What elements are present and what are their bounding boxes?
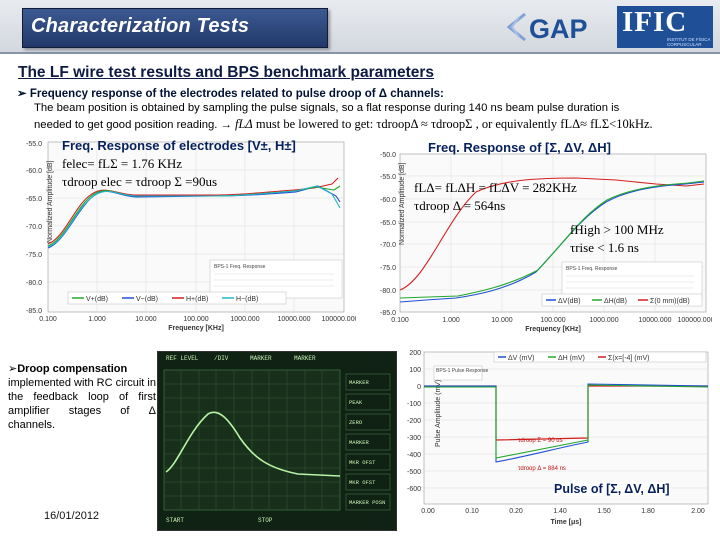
paragraph-line-1: The beam position is obtained by sampling the pulse signals, so a flat response during 140 ns beam pulse duration is	[34, 102, 620, 114]
left-ytick: -85.0	[26, 308, 42, 315]
right-xtick: 100000.000	[677, 317, 712, 324]
arrow-bullet-icon: ➢	[17, 88, 30, 100]
right-chart-svg	[366, 140, 712, 350]
slide-title-box	[22, 8, 328, 48]
right-chart-ylabel: Normalized Amplitude [dB]	[399, 162, 406, 245]
left-ytick: -80.0	[26, 280, 42, 287]
right-ytick: -65.0	[380, 220, 396, 227]
pulse-ytick: -500	[406, 469, 421, 476]
left-chart-note: BPS-1 Freq. Response	[214, 264, 266, 270]
paragraph-line-2-b: fLΔ	[235, 117, 253, 131]
pulse-legend-item: Σ(x=[-4] (mV)	[608, 355, 650, 362]
right-xtick: 10.000	[491, 317, 513, 324]
left-legend-item: H+(dB)	[186, 296, 209, 303]
right-chart-formula-1: fLΔ= fLΔH = fLΔV = 282KHz	[414, 180, 577, 195]
pulse-ytick: -200	[406, 418, 421, 425]
scope-menu-item: MARKER POSN	[349, 499, 386, 506]
footer-date: 16/01/2012	[44, 510, 100, 522]
right-ytick: -80.0	[380, 288, 396, 295]
left-xtick: 100000.000	[321, 316, 356, 323]
pulse-chart-label: Pulse of [Σ, ΔV, ΔH]	[554, 482, 670, 496]
scope-menu-item: PEAK	[349, 399, 363, 406]
pulse-ytick: -300	[406, 435, 421, 442]
pulse-response-chart	[398, 346, 714, 532]
right-ytick: -60.0	[380, 197, 396, 204]
pulse-ytick: 200	[409, 350, 421, 357]
right-ytick: -70.0	[380, 242, 396, 249]
left-xtick: 1.000	[88, 316, 106, 323]
slide-title: Characterization Tests	[31, 15, 250, 37]
pulse-ytick: 0	[417, 384, 421, 391]
section-subtitle: The LF wire test results and BPS benchmark parameters	[18, 64, 435, 81]
paragraph-line-2-c: must be lowered to get: τdroopΔ ≈ τdroopΣ , or equivalently	[252, 117, 561, 131]
right-legend-item: ΔV(dB)	[558, 298, 581, 305]
right-ytick: -85.0	[380, 310, 396, 317]
left-chart-ylabel: Normalized Amplitude [dB]	[47, 160, 54, 243]
right-legend-item: Σ(0 mm)(dB)	[650, 298, 690, 305]
scope-label: REF LEVEL	[166, 355, 199, 362]
ific-logo-subtext: INSTITUT DE FÍSICA CORPUSCULAR	[667, 37, 711, 47]
arrow-bullet-icon: ➢	[8, 363, 18, 375]
left-legend-item: V+(dB)	[86, 296, 108, 303]
pulse-xtick: 0.10	[465, 508, 479, 515]
right-legend-item: ΔH(dB)	[604, 298, 627, 305]
right-chart-formula-2: τdroop Δ = 564ns	[414, 198, 506, 213]
left-xtick: 10000.000	[277, 316, 311, 323]
right-ytick: -50.0	[380, 152, 396, 159]
left-xtick: 100.000	[183, 316, 209, 323]
pulse-xtick: 1.80	[641, 508, 655, 515]
left-ytick: -75.0	[26, 252, 42, 259]
right-chart-heading: Freq. Response of [Σ, ΔV, ΔH]	[428, 140, 611, 155]
right-xtick: 0.100	[391, 317, 409, 324]
left-chart-formula-2: τdroop elec = τdroop Σ =90us	[62, 174, 218, 189]
pulse-chart-note: BPS-1 Pulse Response	[436, 368, 489, 374]
right-chart-formula-3: fHigh > 100 MHz	[570, 222, 664, 237]
paragraph-line-2-d: fLΔ≈ fLΣ<10kHz.	[560, 117, 653, 131]
pulse-ytick: -100	[406, 401, 421, 408]
right-chart-formula-4: τrise < 1.6 ns	[570, 240, 639, 255]
left-ytick: -55.0	[26, 141, 42, 148]
pulse-annotation-sigma: τdroop Σ = 90 us	[518, 438, 563, 444]
left-chart-heading: Freq. Response of electrodes [V±, H±]	[62, 138, 296, 153]
scope-label: STOP	[258, 517, 273, 524]
right-ytick: -55.0	[380, 174, 396, 181]
pulse-legend-item: ΔH (mV)	[558, 355, 585, 362]
pulse-chart-ylabel: Pulse Amplitude (mV)	[435, 379, 442, 447]
scope-label: MARKER	[294, 355, 316, 362]
right-xtick: 1000.000	[589, 317, 619, 324]
left-xtick: 1000.000	[230, 316, 260, 323]
scope-label: MARKER	[250, 355, 272, 362]
pulse-xtick: 1.40	[553, 508, 567, 515]
left-xtick: 10.000	[135, 316, 157, 323]
right-xtick: 100.000	[540, 317, 566, 324]
pulse-ytick: 100	[409, 367, 421, 374]
left-legend-item: H−(dB)	[236, 296, 259, 303]
scope-menu-item: MARKER	[349, 439, 369, 446]
spectrum-analyzer-screen	[158, 352, 396, 530]
right-chart-note: BPS-1 Freq. Response	[566, 266, 618, 272]
pulse-legend-item: ΔV (mV)	[508, 355, 535, 362]
right-xtick: 1.000	[442, 317, 460, 324]
right-ytick: -75.0	[380, 265, 396, 272]
right-chart-xlabel: Frequency [KHz]	[525, 326, 581, 333]
pulse-ytick: -600	[406, 486, 421, 493]
left-chart-formula-1: felec= fLΣ = 1.76 KHz	[62, 156, 183, 171]
pulse-chart-xlabel: Time [μs]	[550, 519, 582, 526]
left-ytick: -70.0	[26, 224, 42, 231]
right-frequency-chart	[366, 140, 712, 350]
scope-menu-item: MARKER	[349, 379, 369, 386]
left-chart-xlabel: Frequency [KHz]	[168, 325, 224, 332]
droop-compensation-note	[8, 362, 156, 432]
pulse-ytick: -400	[406, 452, 421, 459]
bullet-frequency-response-text: Frequency response of the electrodes related to pulse droop of Δ channels:	[29, 88, 444, 100]
paragraph-line-2	[34, 117, 653, 132]
paragraph-line-2-a: needed to get good position reading.	[34, 119, 221, 131]
scope-menu-item: MKR OFST	[349, 479, 376, 486]
spectrum-analyzer-photo	[157, 351, 397, 531]
left-ytick: -65.0	[26, 196, 42, 203]
scope-label: START	[166, 517, 185, 524]
left-legend-item: V−(dB)	[136, 296, 158, 303]
left-xtick: 0.100	[39, 316, 57, 323]
pulse-xtick: 0.20	[509, 508, 523, 515]
droop-title: Droop compensation	[17, 363, 128, 375]
bullet-frequency-response	[17, 86, 444, 100]
scope-menu-item: ZERO	[349, 419, 363, 426]
pulse-xtick: 1.50	[597, 508, 611, 515]
ific-logo	[617, 6, 713, 48]
right-arrow-icon: →	[220, 119, 235, 131]
gap-logo	[505, 8, 605, 46]
right-xtick: 10000.000	[638, 317, 672, 324]
ific-logo-text: IFIC	[622, 6, 688, 38]
scope-label: /DIV	[214, 355, 229, 362]
left-ytick: -60.0	[26, 168, 42, 175]
pulse-xtick: 0.00	[421, 508, 435, 515]
pulse-chart-svg	[398, 346, 714, 532]
gap-logo-text: GAP	[529, 14, 588, 44]
scope-menu-item: MKR OFST	[349, 459, 376, 466]
droop-body: implemented with RC circuit in the feedback loop of first amplifier stages of Δ channels.	[8, 377, 156, 431]
pulse-annotation-delta: τdroop Δ = 884 ns	[518, 466, 566, 472]
pulse-xtick: 2.00	[691, 508, 705, 515]
